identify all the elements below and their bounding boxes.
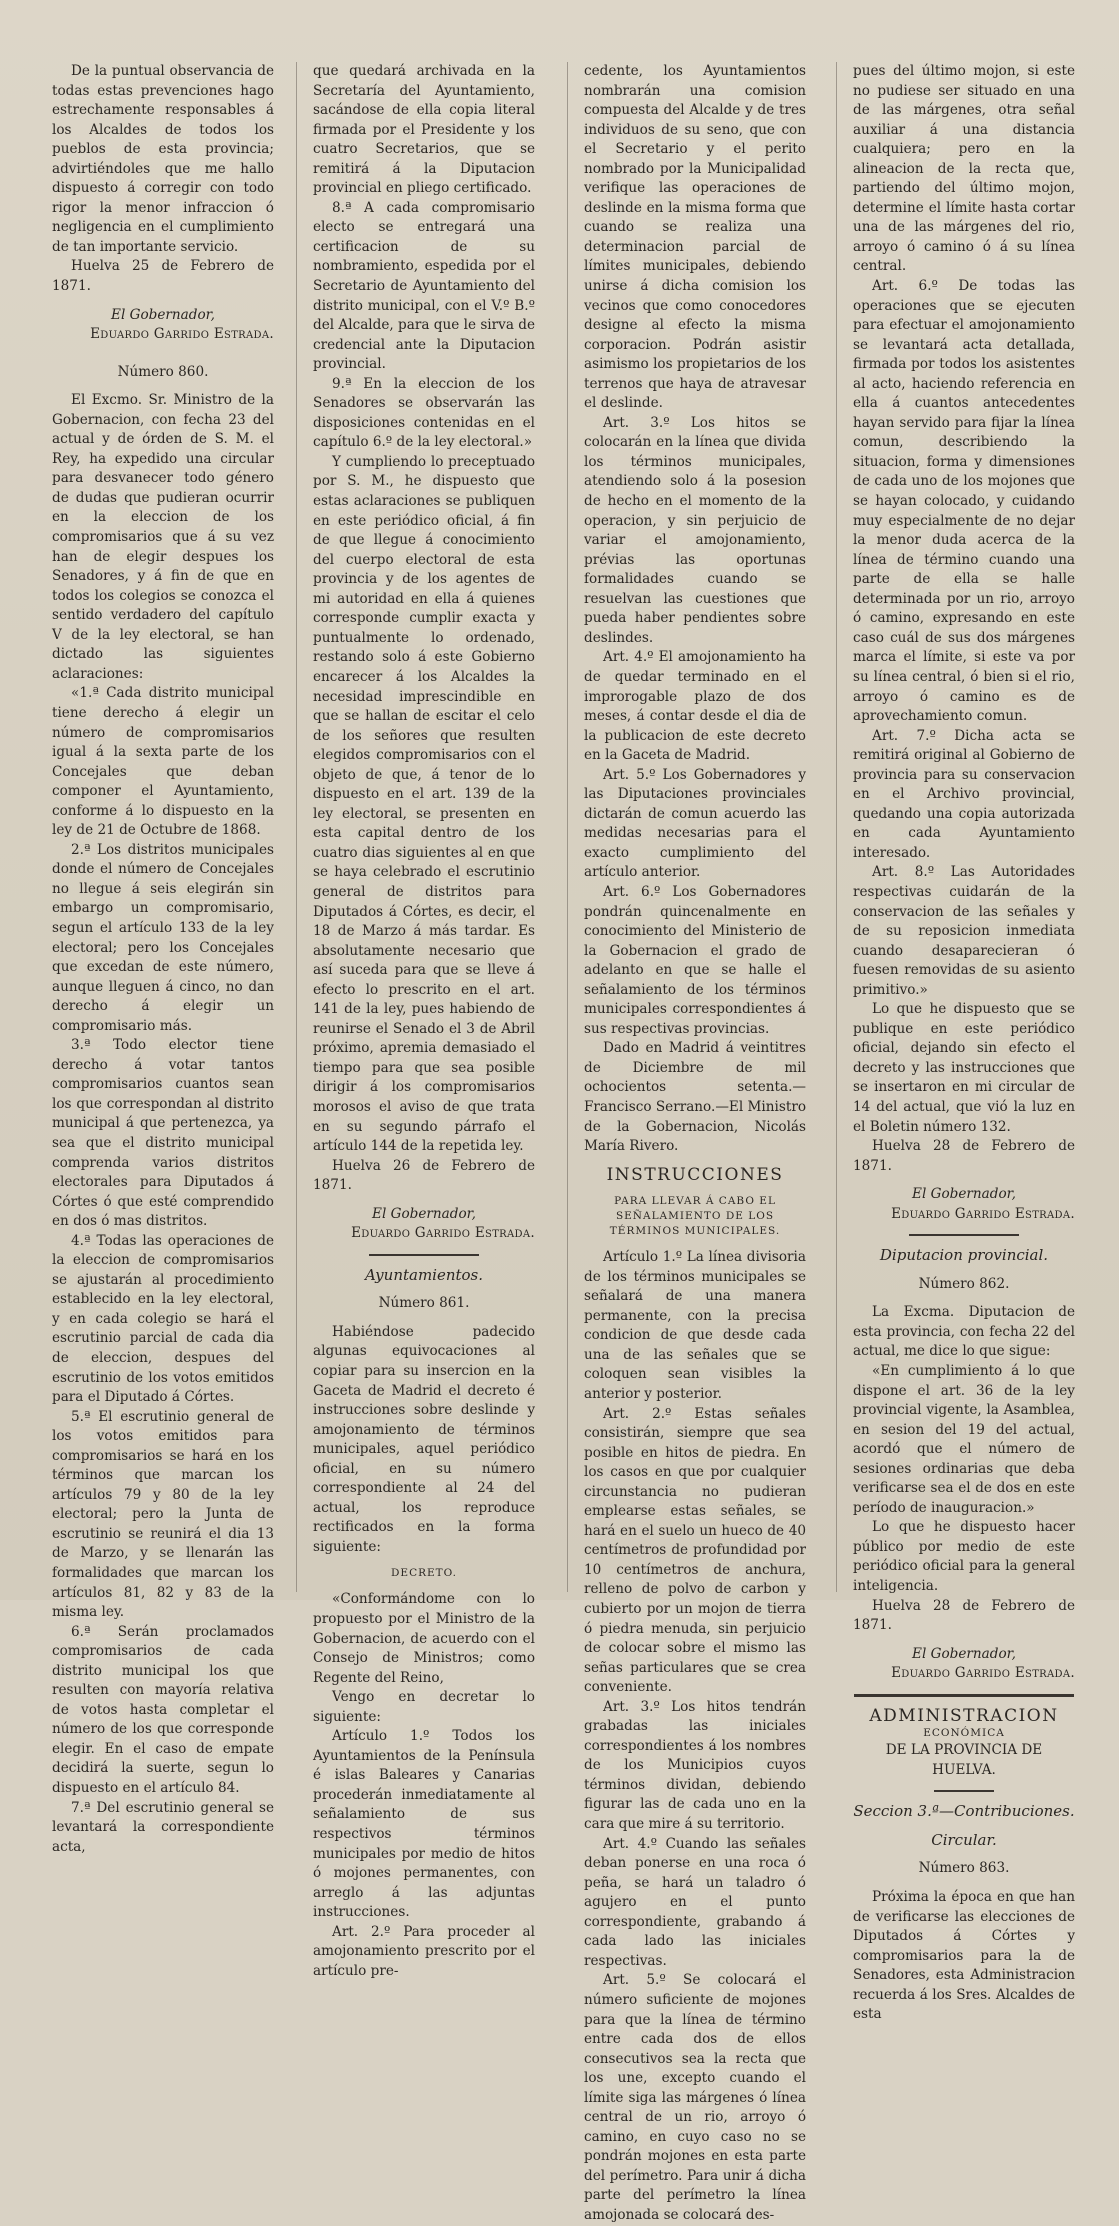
article: 5.ª El escrutinio general de los votos emitidos para compromisarios se hará en los términos que marcan los artículos 79 y 80 de la ley electoral; pero la Junta de escrutinio se reunirá el dia 13 de Marzo, y se llenarán las formalidades que marcan los artículos 81, 82 y 83 de la misma ley. (52, 1408, 274, 1621)
date-line: Huelva 26 de Febrero de 1871. (313, 1157, 535, 1194)
article: Art. 6.º De todas las operaciones que se ejecuten para efectuar el amojonamiento se levantará acta detallada, firmada por todos los asistentes al acto, haciendo referencia en ella á cuantos antecedentes hayan servido para fijar la línea comun, describiendo la situacion, forma y dimensiones de cada uno de los mojones que se hayan colocado, y cuidando muy especialmente de no dejar la menor duda acerca de la línea de término cuando una parte de ella se halle determinada por un rio, arroyo ó camino, expresando en este caso cuál de sus dos márgenes marca el límite, si este va por su línea central, ó bien si el rio, arroyo ó camino es de aprovechamiento comun. (853, 278, 1075, 725)
column-rule (567, 62, 568, 1592)
article: 3.ª Todo elector tiene derecho á votar tantos compromisarios cuantos sean los que correspondan al distrito municipal á que pertenezca, ya sea que el distrito municipal comprenda varios distritos electorales para Diputados á Córtes ó que esté comprendido en dos ó mas distritos. (52, 1037, 274, 1230)
paragraph: Dado en Madrid á veintitres de Diciembre de mil ochocientos setenta.—Francisco Serrano.—El Ministro de la Gobernacion, Nicolás María Rivero. (584, 1040, 807, 1155)
date-line: Huelva 25 de Febrero de 1871. (52, 258, 274, 295)
article: «1.ª Cada distrito municipal tiene derecho á elegir un número de compromisarios igual á la sexta parte de los Concejales que deban componer el Ayuntamiento, conforme á lo dispuesto en la ley de 21 de Octubre de 1868. (52, 685, 274, 839)
article: Artículo 1.º Todos los Ayuntamientos de la Península é islas Baleares y Canarias procederán inmediatamente al señalamiento de sus respectivos términos municipales por medio de hitos ó mojones permanentes, con arreglo á las adjuntas instrucciones. (313, 1728, 535, 1921)
divider (369, 1254, 479, 1256)
article: Art. 3.º Los hitos se colocarán en la línea que divida los términos municipales, atendiendo solo á la posesion de hecho en el momento de la operacion, y sin perjuicio de variar el amojonamiento, prévias las oportunas formalidades cuando se resuelvan las cuestiones que pueda haber pendientes sobre deslindes. (584, 414, 806, 646)
column-2 (313, 62, 535, 1981)
section-number: Número 862. (918, 1275, 1010, 1292)
article: Art. 4.º El amojonamiento ha de quedar terminado en el improrogable plazo de dos meses, á contar desde el dia de la publicacion de este decreto en la Gaceta de Madrid. (584, 649, 806, 764)
divider (854, 1694, 1074, 1697)
article: Art. 3.º Los hitos tendrán grabadas las iniciales correspondientes á los nombres de los Municipios cuyos términos dividan, debiendo figurar las de cada uno en la cara que mire á su territorio. (584, 1698, 806, 1833)
article: Art. 5.º Se colocará el número suficiente de mojones para que la línea de término entre cada dos de ellos consecutivos sea la recta que los une, excepto cuando el límite siga las márgenes ó línea central de un rio, arroyo ó camino, en cuyo caso no se pondrán mojones en esta parte del perímetro. Para unir á dicha parte del perímetro la línea amojonada se colocará des- (584, 1972, 806, 2223)
paragraph: La Excma. Diputacion de esta provincia, con fecha 22 del actual, me dice lo que sigue: (853, 1304, 1075, 1360)
paragraph: Próxima la época en que han de verificarse las elecciones de Diputados á Córtes y compromisarios para la de Senadores, esta Administracion recuerda á los Sres. Alcaldes de esta (853, 1889, 1075, 2023)
paragraph: Habiéndose padecido algunas equivocaciones al copiar para su insercion en la Gaceta de Madrid el decreto é instrucciones sobre deslinde y amojonamiento de términos municipales, aquel periódico oficial, en su número correspondiente al 24 del actual, los reproduce rectificados en la forma siguiente: (313, 1323, 535, 1555)
article: 9.ª En la eleccion de los Senadores se observarán las disposiciones contenidas en el capítulo 6.º de la ley electoral.» (313, 375, 535, 451)
admin-subheading: DE LA PROVINCIA DE HUELVA. (885, 1742, 1043, 1778)
paragraph: Vengo en decretar lo siguiente: (313, 1689, 535, 1725)
signature-title: El Gobernador, (912, 1186, 1016, 1203)
admin-heading: ADMINISTRACION (869, 1705, 1059, 1726)
column-1 (52, 62, 274, 1857)
section-heading: Diputacion provincial. (879, 1246, 1049, 1265)
article: Art. 7.º Dicha acta se remitirá original al Gobierno de provincia para su conservacion en el Archivo provincial, quedando una copia autorizada en cada Ayuntamiento interesado. (853, 727, 1075, 861)
signature-title: El Gobernador, (111, 306, 215, 323)
paragraph: pues del último mojon, si este no pudiese ser situado en una de las márgenes, otra señal auxiliar á una distancia cualquiera; pero en la alineacion de la recta que, partiendo del último mojon, determine el límite hasta cortar una de las márgenes del rio, arroyo ó camino ó á su línea central. (853, 63, 1075, 275)
article: 7.ª Del escrutinio general se levantará la correspondiente acta, (52, 1799, 274, 1855)
paragraph: Lo que he dispuesto que se publique en este periódico oficial, dejando sin efecto el decreto y las instrucciones que se insertaron en mi circular de 14 del actual, que vió la luz en el Boletin número 132. (853, 1001, 1075, 1135)
article: Art. 2.º Estas señales consistirán, siempre que sea posible en hitos de piedra. En los casos en que por cualquier circunstancia no pudieran emplearse estas señales, se hará en el suelo un hueco de 40 centímetros de profundidad por 10 centímetros de anchura, relleno de polvo de carbon y cubierto por un mojon de tierra ó piedra menuda, sin perjuicio de colocar sobre el mismo las señas particulares que se crea conveniente. (584, 1405, 806, 1696)
instructions-subheading: PARA LLEVAR Á CABO EL SEÑALAMIENTO DE LOS TÉRMINOS MUNICIPALES. (609, 1195, 781, 1238)
article: 6.ª Serán proclamados compromisarios de cada distrito municipal los que resulten con mayoría relativa de votos hasta completar el número de los que corresponde elegir. En el caso de empate decidirá la suerte, segun lo dispuesto en el artículo 84. (52, 1623, 274, 1797)
paragraph: «Conformándome con lo propuesto por el Ministro de la Gobernacion, de acuerdo con el Consejo de Ministros; como Regente del Reino, (313, 1591, 535, 1686)
paragraph: El Excmo. Sr. Ministro de la Gobernacion, con fecha 23 del actual y de órden de S. M. el Rey, ha expedido una circular para desvanecer todo género de dudas que pudieran ocurrir en la eleccion de los compromisarios que á su vez han de elegir despues los Senadores, y á fin de que en todos los colegios se conozca el sentido verdadero del capítulo V de la ley electoral, se han dictado las siguientes aclaraciones: (52, 392, 274, 682)
section-heading: Ayuntamientos. (364, 1265, 484, 1284)
article: Art. 4.º Cuando las señales deban ponerse en una roca ó peña, se hará un taladro ó agujero en el punto correspondiente, grabando á cada lado las iniciales respectivas. (584, 1835, 806, 1969)
signature-name: Eduardo Garrido Estrada. (90, 326, 274, 343)
divider (934, 1790, 994, 1792)
divider (909, 1234, 1019, 1236)
column-rule (836, 62, 837, 1592)
article: 8.ª A cada compromisario electo se entregará una certificacion de su nombramiento, espedida por el Secretario de Ayuntamiento del distrito municipal, con el V.º B.º del Alcalde, para que le sirva de credencial ante la Diputacion provincial. (313, 199, 535, 373)
decree-heading: DECRETO. (390, 1567, 458, 1580)
article: Art. 5.º Los Gobernadores y las Diputaciones provinciales dictarán de comun acuerdo las medidas necesarias para el exacto cumplimiento del artículo anterior. (584, 766, 806, 881)
paragraph: cedente, los Ayuntamientos nombrarán una comision compuesta del Alcalde y de tres individuos de su seno, que con el Secretario y el perito nombrado por la Municipalidad verifique las operaciones de deslinde en la misma forma que cuando se realiza una determinacion parcial de límites municipales, debiendo unirse á dicha comision los vecinos que como conocedores designe al efecto la misma corporacion. Podrán asistir asimismo los propietarios de los terrenos que haya de atravesar el deslinde. (584, 63, 806, 412)
article: 4.ª Todas las operaciones de la eleccion de compromisarios se ajustarán al procedimiento establecido en la ley electoral, y en cada colegio se hará el escrutinio parcial de cada dia de eleccion, despues del escrutinio de los votos emitidos para el Diputado á Córtes. (52, 1232, 274, 1406)
paragraph: «En cumplimiento á lo que dispone el art. 36 de la ley provincial vigente, la Asamblea, en sesion del 19 del actual, acordó que el número de sesiones ordinarias que deba verificarse sea el de dos en este período de inauguracion.» (853, 1363, 1075, 1516)
signature-name: Eduardo Garrido Estrada. (891, 1205, 1075, 1222)
signature-title: El Gobernador, (372, 1205, 476, 1222)
paragraph: Y cumpliendo lo preceptuado por S. M., he dispuesto que estas aclaraciones se publiquen en este periódico oficial, á fin de que llegue á conocimiento del cuerpo electoral de esta provincia y de los agentes de mi autoridad en ella á quienes corresponde cumplir exacta y puntualmente lo ordenado, restando solo á este Gobierno encarecer á los Alcaldes la necesidad imprescindible en que se hallan de escitar el celo de los señores que resulten elegidos compromisarios con el objeto de que, á tenor de lo dispuesto en el art. 139 de la ley electoral, se presenten en esta capital dentro de los cuatro dias siguientes al en que se haya celebrado el escrutinio general de distritos para Diputados á Córtes, es decir, el 18 de Marzo á más tardar. Es absolutamente necesario que así suceda para que se lleve á efecto lo prescrito en el art. 141 de la ley, pues habiendo de reunirse el Senado el 3 de Abril próximo, apremia demasiado el tiempo para que sea posible dirigir á los compromisarios morosos el aviso de que trata en su segundo párrafo el artículo 144 de la repetida ley. (313, 453, 535, 1155)
date-line: Huelva 28 de Febrero de 1871. (853, 1138, 1075, 1174)
paragraph: que quedará archivada en la Secretaría del Ayuntamiento, sacándose de ella copia literal firmada por el Presidente y los cuatro Secretarios, que se remitirá á la Diputacion provincial en pliego certificado. (313, 63, 535, 197)
instructions-heading: INSTRUCCIONES (606, 1164, 784, 1185)
section-heading: Seccion 3.ª—Contribuciones. (853, 1802, 1075, 1821)
section-number: Número 863. (918, 1860, 1010, 1877)
column-4 (853, 62, 1075, 2025)
signature-title: El Gobernador, (912, 1645, 1016, 1662)
column-rule (296, 62, 297, 1592)
paragraph: Lo que he dispuesto hacer público por medio de este periódico oficial para la general inteligencia. (853, 1519, 1075, 1595)
signature-name: Eduardo Garrido Estrada. (891, 1665, 1075, 1682)
article: 2.ª Los distritos municipales donde el número de Concejales no llegue á seis elegirán sin embargo un compromisario, segun el artículo 133 de la ley electoral; pero los Concejales que excedan de este número, aunque lleguen á cinco, no dan derecho á elegir un compromisario más. (52, 841, 274, 1034)
admin-subheading: ECONÓMICA (923, 1727, 1005, 1740)
article: Artículo 1.º La línea divisoria de los términos municipales se señalará de una manera permanente, con la precisa condicion de que desde cada una de las señales que se coloquen sean visibles la anterior y posterior. (584, 1249, 806, 1402)
article: Art. 8.º Las Autoridades respectivas cuidarán de la conservacion de las señales y de su reposicion inmediata cuando desaparecieran ó fuesen removidas de su asiento primitivo.» (853, 864, 1075, 998)
circular-heading: Circular. (931, 1830, 997, 1849)
column-3 (584, 62, 806, 2226)
date-line: Huelva 28 de Febrero de 1871. (853, 1597, 1075, 1634)
section-number: Número 861. (378, 1295, 470, 1312)
article: Art. 6.º Los Gobernadores pondrán quincenalmente en conocimiento del Ministerio de la Gobernacion el grado de adelanto en que se halle el señalamiento de los términos municipales correspondientes á sus respectivas provincias. (584, 883, 806, 1037)
signature-name: Eduardo Garrido Estrada. (351, 1225, 535, 1242)
paragraph: De la puntual observancia de todas estas prevenciones hago estrechamente responsables á los Alcaldes de todos los pueblos de esta provincia; advirtiéndoles que me hallo dispuesto á corregir con todo rigor la menor infraccion ó negligencia en el cumplimiento de tan importante servicio. (52, 63, 274, 255)
article: Art. 2.º Para proceder al amojonamiento prescrito por el artículo pre- (313, 1923, 535, 1979)
section-number: Número 860. (117, 363, 209, 380)
